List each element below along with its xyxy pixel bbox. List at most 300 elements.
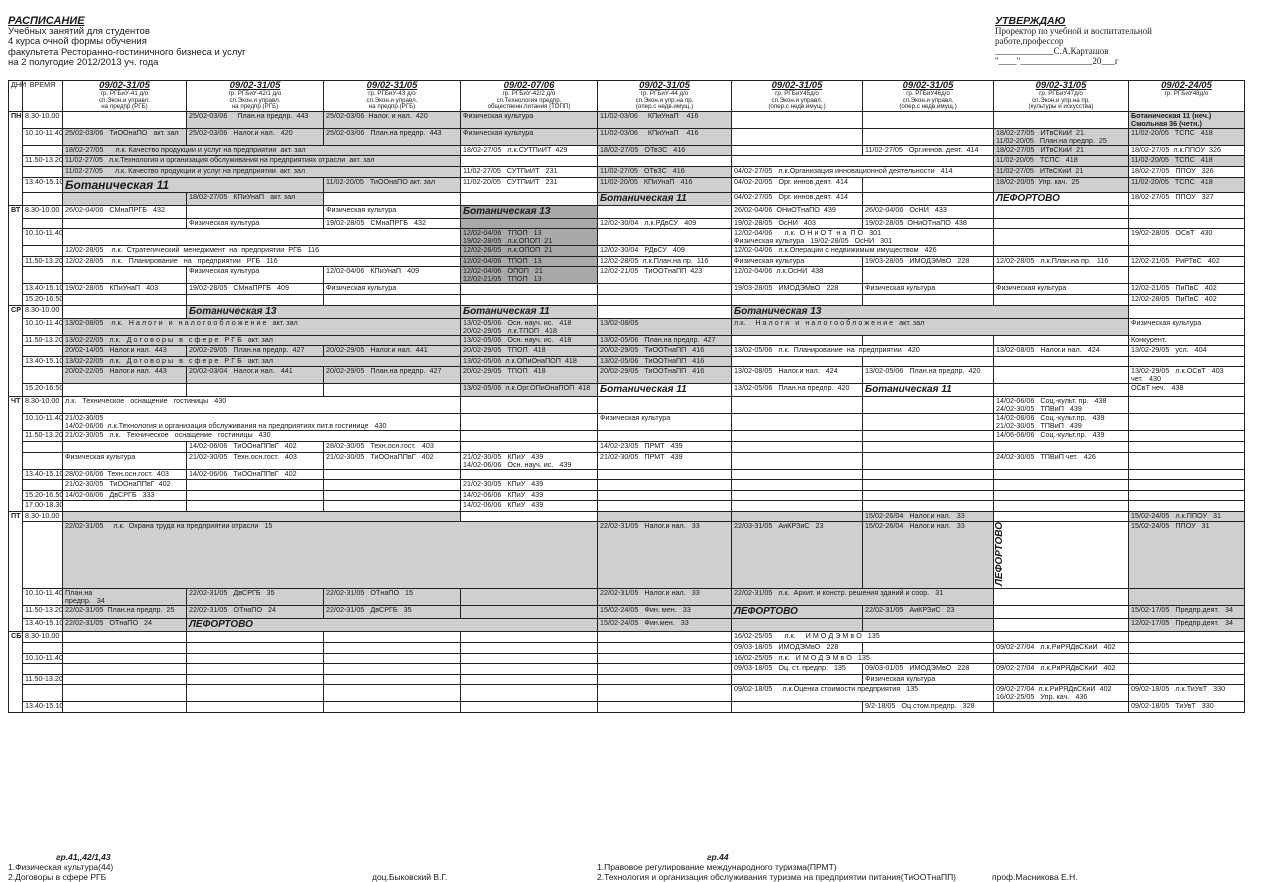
class-cell [324, 441, 461, 452]
class-cell [63, 653, 187, 664]
class-cell [461, 642, 598, 653]
schedule-row [9, 490, 1245, 501]
schedule-row [9, 469, 1245, 480]
class-text: 13/02-05/06 ТиООТнаПП 416 [600, 355, 705, 365]
class-cell [994, 674, 1129, 685]
class-cell [63, 218, 187, 229]
class-text: 19/02-28/05 КПиУнаП 403 [65, 283, 159, 293]
class-cell [461, 589, 598, 606]
class-text: 13/02-05/06 План.на предпр. 420 [734, 383, 850, 393]
class-text: 13/02-05/06 План.на предпр. 420 [865, 366, 981, 376]
class-cell [461, 397, 598, 414]
class-text: 20/02-22/05 Налог.и нал. 443 [65, 366, 167, 376]
class-cell [732, 192, 863, 205]
class-text: 09/02-27/04 л.к.РиРЯДвСКиИ 402 [996, 641, 1116, 651]
class-cell [1129, 305, 1245, 318]
class-cell [732, 702, 863, 713]
class-cell [63, 294, 187, 305]
time-cell [23, 685, 63, 702]
class-text: 14/02-06/06 ТиООнаППвГ 402 [189, 440, 297, 450]
class-text: 16/02-25/05 л.к. И М О Д Э М в О 135 [734, 652, 870, 662]
class-text: 20/02-03/04 Налог.и нал. 441 [189, 366, 293, 376]
class-text: ЛЕФОРТОВО [996, 192, 1060, 204]
class-cell [461, 246, 598, 257]
class-cell [187, 218, 324, 229]
class-text: 12/02-28/05 ПиПвС 402 [1131, 293, 1217, 303]
class-cell [732, 166, 994, 177]
class-text: 19/02-28/05 СМнаПРГБ 409 [189, 283, 289, 293]
schedule-row [9, 702, 1245, 713]
class-cell [63, 589, 187, 606]
class-cell [1129, 501, 1245, 512]
class-cell [732, 589, 994, 606]
class-text: Физическая культура [1131, 317, 1202, 327]
time-cell [23, 441, 63, 452]
class-text: ЛЕФОРТОВО [734, 606, 798, 618]
schedule-row [9, 145, 1245, 156]
class-cell [461, 218, 598, 229]
class-cell [732, 294, 863, 305]
class-cell [732, 318, 1129, 335]
time-cell: 13.40-15.10 [23, 469, 63, 480]
class-text: Ботаническая 13 [463, 205, 551, 217]
class-cell [732, 606, 863, 619]
schedule-row [9, 318, 1245, 335]
class-cell [187, 632, 324, 643]
class-text: 13/02-05/06 л.к. Планирование на предприятии 420 [734, 345, 920, 355]
time-cell: 17.00-18.30 [23, 501, 63, 512]
class-cell [461, 346, 598, 357]
class-cell [598, 128, 732, 145]
class-cell [732, 177, 863, 192]
class-cell [63, 384, 187, 397]
day-cell: ВТ [9, 205, 23, 305]
class-text: 18/02-27/05 ППОУ 326 [1131, 165, 1214, 175]
class-text: 25/02-03/06 Налог. и нал. 420 [326, 110, 428, 120]
class-cell [732, 284, 863, 295]
class-cell [63, 441, 187, 452]
class-cell [187, 294, 324, 305]
class-text: 22/02-31/05 л.к. Архит. и констр. решения зданий и соор. 31 [734, 588, 944, 598]
class-text: 12/02-21/05 РиРТвС 402 [1131, 255, 1220, 265]
class-cell [461, 431, 598, 442]
class-cell [187, 653, 324, 664]
class-cell [994, 522, 1129, 589]
class-cell [1129, 589, 1245, 606]
time-cell [23, 664, 63, 675]
class-cell [461, 166, 598, 177]
class-cell [187, 111, 324, 128]
schedule-row [9, 397, 1245, 414]
class-text: Физическая культура [65, 451, 136, 461]
class-cell [994, 452, 1129, 469]
time-cell: 15.20-16.50 [23, 384, 63, 397]
class-cell [732, 632, 994, 643]
time-cell: 15.20-16.50 [23, 490, 63, 501]
class-cell [63, 284, 187, 295]
class-cell [461, 480, 598, 491]
class-cell [324, 384, 461, 397]
time-cell: 15.20-16.50 [23, 294, 63, 305]
class-cell [187, 192, 324, 205]
class-cell [863, 111, 994, 128]
class-cell [863, 384, 994, 397]
schedule-row [9, 431, 1245, 442]
class-cell [732, 229, 994, 246]
class-text: 11/02-20/05 ТСПС 418 [996, 155, 1078, 165]
class-text: Физическая культура [463, 110, 534, 120]
class-cell [63, 356, 461, 367]
class-cell [461, 414, 598, 431]
footer-item: 2.Технология и организация обслуживания туризма на предприятии питания(ТиООТнаПП) [597, 872, 957, 882]
class-cell [732, 469, 863, 480]
class-cell [598, 674, 732, 685]
class-text: 14/02-06/06 ДвСРГБ 333 [65, 489, 155, 499]
class-text: 21/02-30/05 Техн.осн.гост. 403 [189, 451, 297, 461]
class-cell [461, 256, 598, 267]
class-cell [994, 653, 1129, 664]
class-text: 21/02-30/05 КПиУ 439 14/02-06/06 Осн. науч. ис. 439 [463, 451, 572, 469]
class-cell [187, 384, 324, 397]
class-cell [1129, 414, 1245, 431]
time-cell: 10.10-11.40 [23, 128, 63, 145]
class-cell [994, 128, 1129, 145]
class-cell [1129, 128, 1245, 145]
class-text: 25/02-03/06 План.на предпр. 443 [326, 127, 442, 137]
class-cell [598, 205, 732, 218]
class-cell [732, 256, 863, 267]
class-cell [863, 367, 994, 384]
time-cell: 13.40-15.10 [23, 284, 63, 295]
class-cell [63, 367, 187, 384]
day-cell: СР [9, 305, 23, 397]
class-cell [187, 501, 324, 512]
class-text: 25/02-03/06 ТиООнаПО акт. зал [65, 127, 179, 137]
class-text: 15/02-24/05 Фин. мен. 33 [600, 605, 691, 615]
class-cell [461, 205, 598, 218]
class-text: 09/03-18/05 Оц. ст. предпр. 135 [734, 663, 846, 673]
class-cell [598, 318, 732, 335]
class-cell [461, 685, 598, 702]
class-cell [461, 294, 598, 305]
class-text: 09/03-18/05 ИМОДЭМвО 228 [734, 641, 839, 651]
class-cell [1129, 480, 1245, 491]
class-cell [598, 256, 732, 267]
class-cell [863, 606, 994, 619]
class-cell [324, 367, 461, 384]
class-cell [732, 397, 863, 414]
class-text: 21/02-30/05 14/02-06/06 л.к.Технология и организация обслуживания на предприятиях пит.в гостинице 430 [65, 413, 387, 431]
class-cell [461, 606, 598, 619]
class-cell [461, 335, 598, 346]
class-text: 11/02-03/06 КПиУнаП 416 [600, 127, 699, 137]
class-text: 12/02-04/06 ОПОП 21 12/02-21/05 ТПОП 13 [463, 266, 543, 284]
schedule-row [9, 356, 1245, 367]
class-cell [994, 356, 1129, 367]
group-header: 09/02-31/05 гр. РГБиУ47д/о сп.Экон.и упр.на пр. (культуры и искусства) [994, 81, 1129, 112]
class-text: 18/02-27/05 ППОУ 327 [1131, 191, 1214, 201]
class-cell [461, 632, 598, 643]
time-cell: 10.10-11.40 [23, 414, 63, 431]
class-text: Ботаническая 11 [600, 384, 687, 396]
schedule-row [9, 642, 1245, 653]
class-cell [461, 674, 598, 685]
class-cell [1129, 218, 1245, 229]
class-cell [324, 702, 461, 713]
class-cell [1129, 685, 1245, 702]
schedule-row [9, 192, 1245, 205]
class-text: 13/02-05/06 л.к.ОПиОнаПОП 418 [463, 355, 577, 365]
class-cell [732, 480, 863, 491]
class-text: 13/02-29/05 усл. 404 [1131, 345, 1207, 355]
class-cell [63, 156, 461, 167]
class-text: 21/02-30/05 л.к. Техническое оснащение гостиницы 430 [65, 430, 271, 440]
class-cell [994, 685, 1129, 702]
class-cell [187, 367, 324, 384]
time-cell: 10.10-11.40 [23, 653, 63, 664]
class-text: 15/02-24/05 Фин.мен. 33 [600, 618, 689, 628]
class-cell [732, 490, 863, 501]
class-text: 22/02-31/05 АиКРЗиС 23 [865, 605, 955, 615]
class-text: Физическая культура [996, 283, 1067, 293]
class-cell [1129, 284, 1245, 295]
class-cell [1129, 632, 1245, 643]
class-text: 15/02-24/05 л.к.ППОУ 31 [1131, 510, 1222, 520]
days-header: ДНИ [9, 81, 23, 112]
time-cell: 11.50-13.20 [23, 674, 63, 685]
class-text: 22/02-31/05 ОТнаПО 24 [65, 618, 153, 628]
class-cell [732, 335, 863, 346]
class-cell [461, 267, 598, 284]
class-text: Физическая культура [600, 413, 671, 423]
class-cell [732, 522, 863, 589]
time-cell: 10.10-11.40 [23, 318, 63, 335]
class-text: 12/02-04/06 ТПОП 13 19/02-28/05 л.к.ОПОП 21 [463, 228, 553, 246]
class-cell [1129, 346, 1245, 357]
class-cell [994, 156, 1129, 167]
class-text: 13/02-22/05 л.к. Д о г о в о р ы в с ф е р е Р Г Б акт. зал [65, 355, 273, 365]
class-text: 14/02-06/06 КПиУ 439 [463, 500, 544, 510]
schedule-row [9, 452, 1245, 469]
class-text: 09/02-27/04 л.к.РиРЯДвСКиИ 402 [996, 663, 1116, 673]
class-text: 22/03-31/05 АиКРЗиС 23 [734, 521, 824, 531]
class-cell [1129, 256, 1245, 267]
class-text: 11/02-27/05 л.к. Качество продукции и услуг на предприятии акт. зал [65, 165, 306, 175]
class-text: 04/02-20/05 Орг. иннов.деят. 414 [734, 176, 849, 186]
class-cell [1129, 192, 1245, 205]
schedule-row [9, 177, 1245, 192]
schedule-row [9, 501, 1245, 512]
header-right-line: работе,профессор [995, 36, 1064, 46]
class-text: 22/02-31/05 ДвСРГБ 35 [189, 588, 275, 598]
class-cell [324, 685, 461, 702]
class-text: 09/02-18/05 л.к.ТиУвТ 330 [1131, 684, 1226, 694]
class-cell [732, 653, 994, 664]
class-cell [863, 177, 994, 192]
class-cell [1129, 335, 1245, 346]
schedule-table [8, 80, 1245, 713]
group-header: 09/02-31/05 гр. РГБиУ-44 д/о сп.Экон.и упр.на пр. (опер.с недв.имущ.) [598, 81, 732, 112]
class-cell [1129, 356, 1245, 367]
class-cell [324, 192, 461, 205]
class-text: Физическая культура [189, 266, 260, 276]
table-header-row [9, 81, 1245, 112]
class-cell [324, 653, 461, 664]
class-cell [324, 469, 461, 480]
class-cell [324, 294, 461, 305]
time-cell: 13.40-15.10 [23, 619, 63, 632]
class-cell [863, 192, 994, 205]
schedule-title: РАСПИСАНИЕ [8, 15, 85, 27]
schedule-row [9, 218, 1245, 229]
class-cell [863, 294, 994, 305]
class-cell [732, 685, 994, 702]
class-cell [1129, 511, 1245, 522]
class-cell [598, 397, 732, 414]
class-text: 13/02-05/06 Осн. науч. ис. 418 20/02-29/05 л.к.ТПОП 418 [463, 317, 572, 335]
class-text: 12/02-28/05 л.к.План.на пр. 116 [996, 255, 1109, 265]
class-cell [994, 335, 1129, 346]
class-cell [598, 619, 732, 632]
class-text: 04/02-27/05 Орг. иннов.деят. 414 [734, 191, 849, 201]
class-cell [598, 294, 732, 305]
class-cell [994, 218, 1129, 229]
class-cell [63, 246, 461, 257]
class-text: л.к. Н а л о г и и н а л о г о о б л о ж е н и е акт. зал [734, 317, 925, 327]
class-text: 15/02-26/04 Налог.и нал. 33 [865, 521, 965, 531]
class-text: Физическая культура [865, 283, 936, 293]
class-text: 12/02-28/05 л.к.План.на пр. 116 [600, 255, 709, 265]
schedule-row [9, 305, 1245, 318]
class-cell [63, 177, 324, 192]
header-left-line: 4 курса очной формы обучения [8, 36, 147, 47]
class-cell [863, 642, 994, 653]
class-cell [863, 674, 994, 685]
class-cell [187, 267, 324, 284]
time-cell: 11.50-13.20 [23, 606, 63, 619]
class-text: 13/02-08/05 л.к. Н а л о г и и н а л о г о о б л о ж е н и е акт. зал [65, 317, 298, 327]
class-cell [732, 267, 863, 284]
class-cell [863, 469, 994, 480]
class-text: ЛЕФОРТОВО [189, 619, 253, 631]
class-cell [324, 205, 461, 218]
time-cell [23, 166, 63, 177]
schedule-row [9, 346, 1245, 357]
class-cell [598, 111, 732, 128]
class-text: 18/02-27/05 л.к.СУТПиИТ 429 [463, 144, 568, 154]
class-cell [994, 267, 1129, 284]
class-cell [187, 642, 324, 653]
class-cell [63, 452, 187, 469]
class-text: Ботаническая 11 [65, 177, 169, 192]
class-cell [63, 469, 187, 480]
class-text: 12/02-28/05 л.к. Стратегический менеджмент на предприятии РГБ 116 [65, 245, 320, 255]
class-cell [863, 335, 994, 346]
class-text: 12/02-21/05 ПиПвС 402 [1131, 283, 1217, 293]
class-cell [1129, 177, 1245, 192]
class-text: 19/02-28/05 ОсНИ 403 [734, 217, 816, 227]
footer-group-label: гр.41,,42/1,43 [56, 852, 111, 862]
class-cell [324, 664, 461, 675]
class-cell [994, 664, 1129, 675]
class-cell [732, 414, 863, 431]
class-cell [598, 177, 732, 192]
class-cell [863, 205, 994, 218]
class-cell [461, 156, 598, 167]
class-cell [598, 346, 732, 357]
class-cell [598, 642, 732, 653]
class-text: 11/02-27/05 ИТвСКиИ 21 [996, 165, 1084, 175]
class-cell [1129, 384, 1245, 397]
time-cell: 11.50-13.20 [23, 335, 63, 346]
class-cell [598, 229, 732, 246]
approval-title: УТВЕРЖДАЮ [995, 15, 1066, 27]
class-text: 11/02-20/05 ТСПС 418 [1131, 127, 1213, 137]
class-text: План.на предпр. 34 [65, 588, 105, 606]
class-text: 12/02-04/06 л.к.ОсНИ 438 [734, 266, 824, 276]
class-text: Физическая культура [189, 217, 260, 227]
time-cell: 8.30-10.00 [23, 632, 63, 643]
time-cell: 8.30-10.00 [23, 305, 63, 318]
class-cell [732, 145, 863, 156]
class-cell [187, 619, 598, 632]
class-cell [63, 619, 187, 632]
class-cell [187, 469, 324, 480]
time-cell: 13.40-15.10 [23, 356, 63, 367]
schedule-row [9, 335, 1245, 346]
class-cell [994, 632, 1129, 643]
class-text: 18/02-27/05 КПиУнаП акт. зал [189, 191, 296, 201]
group-header: 09/02-31/05 гр. РГБиУ45д/о сп.Экон.и управл. (опер.с недв.имущ.) [732, 81, 863, 112]
class-cell [598, 218, 732, 229]
time-cell [23, 267, 63, 284]
footer-sign-right: проф.Масникова Е.Н. [992, 872, 1078, 882]
class-cell [187, 346, 324, 357]
class-cell [1129, 229, 1245, 246]
class-cell [994, 367, 1129, 384]
footer-item: 1.Физическая культура(44) [8, 862, 114, 872]
schedule-row [9, 674, 1245, 685]
class-cell [324, 674, 461, 685]
class-cell [63, 335, 461, 346]
class-cell [1129, 522, 1245, 589]
class-cell [994, 177, 1129, 192]
time-cell: 8.30-10.00 [23, 511, 63, 522]
class-cell [63, 111, 187, 128]
class-text: 14/02-06/06 Соц.-культ. пр. 438 24/02-30/05 ТПВиП 439 [996, 396, 1107, 414]
class-cell [598, 384, 732, 397]
schedule-row [9, 166, 1245, 177]
class-cell [598, 589, 732, 606]
class-cell [732, 664, 863, 675]
class-cell [598, 414, 732, 431]
class-cell [863, 218, 994, 229]
schedule-row [9, 229, 1245, 246]
class-text: 21/02-30/05 КПиУ 439 [463, 479, 544, 489]
header-left [8, 16, 246, 69]
class-text: 22/02-31/05 л.к. Охрана труда на предприятии отрасли 15 [65, 521, 273, 531]
class-cell [461, 177, 598, 192]
class-cell [1129, 294, 1245, 305]
class-cell [1129, 452, 1245, 469]
class-cell [461, 490, 598, 501]
class-cell [598, 367, 732, 384]
group-header: 09/02-24/05 гр. РГБиУ48д/о [1129, 81, 1245, 112]
class-cell [461, 356, 598, 367]
class-cell [994, 606, 1129, 619]
time-cell [23, 480, 63, 491]
class-text: 24/02-30/05 ТПВиП чет. 426 [996, 451, 1096, 461]
